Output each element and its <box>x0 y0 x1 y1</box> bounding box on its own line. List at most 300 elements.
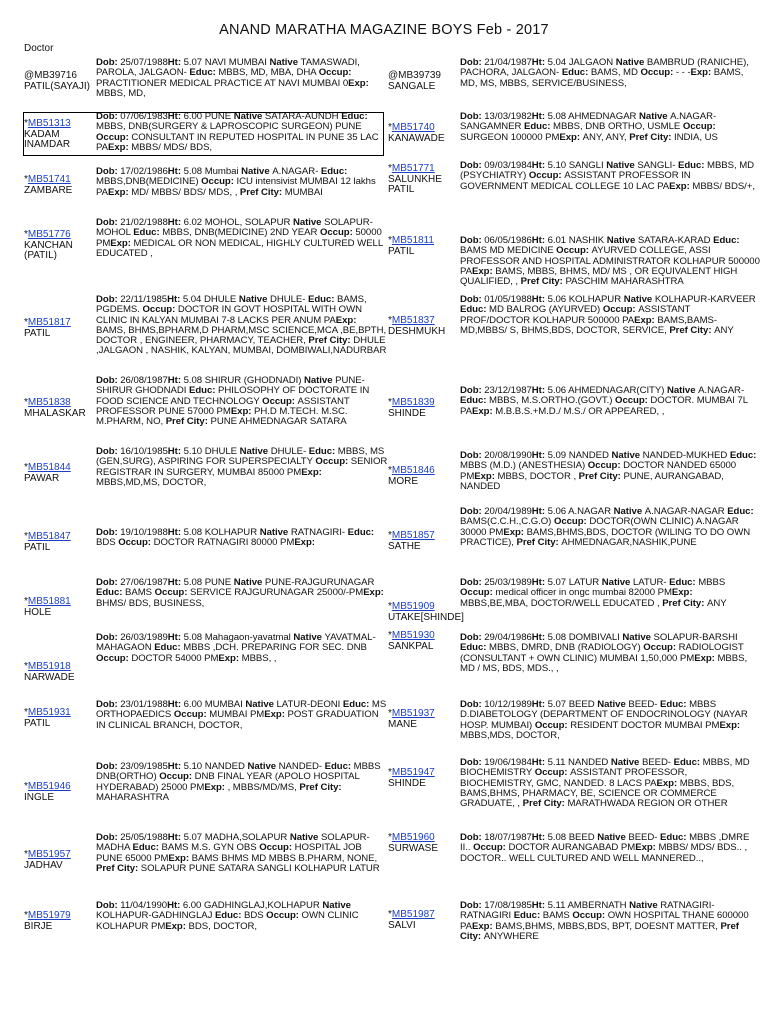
profile-details <box>460 833 760 864</box>
height-value: 5.06 <box>547 385 569 396</box>
expectation-value: MBBS,BE,MBA, DOCTOR/WELL EDUCATED , <box>460 597 660 609</box>
dob-value: 26/08/1987 <box>120 375 168 386</box>
field-label: Pref City: <box>163 416 211 428</box>
education-value: MBBS, MD, MBA, DHA <box>218 67 319 79</box>
profile-id-link[interactable]: MB51811 <box>391 235 434 246</box>
field-label: Exp: <box>474 470 498 482</box>
expectation-value: BAMS,BHMS,BDS, DOCTOR (WILING TO DO OWN PRACTICE), <box>460 526 751 548</box>
native-city: KOLHAPUR <box>204 527 260 538</box>
profile-id-block: *MB51847 PATIL <box>24 531 71 553</box>
occupation-value: ICU intensivist MUMBAI 12 lakhs PA <box>96 176 376 198</box>
field-label: Native <box>597 832 629 843</box>
expectation-value: MBBS, BDS, BAMS,BHMS, PHARMACY, BE, SCIENCE OR COMMERCE GRADUATE, , <box>460 777 735 810</box>
native-city: AMBERNATH <box>567 900 630 911</box>
native-place: BEED- <box>628 832 661 843</box>
field-label: Occup: <box>602 304 639 316</box>
field-label: Occup: <box>682 121 716 133</box>
field-label: Ht: <box>167 166 184 177</box>
profile-id-link[interactable]: MB51740 <box>391 122 435 133</box>
dob-value: 16/10/1985 <box>120 446 168 457</box>
height-value: 5.08 <box>183 527 205 538</box>
field-label: Exp: <box>363 587 384 599</box>
profile-details <box>460 451 760 492</box>
profile-id-link[interactable]: MB51960 <box>391 832 435 843</box>
profile-id-link[interactable]: MB51776 <box>27 229 71 240</box>
native-place: RATNAGIRI- <box>290 527 348 538</box>
pref-city-value: ANY <box>706 597 727 609</box>
field-label: Educ: <box>660 699 690 710</box>
profile-id-link[interactable]: MB51837 <box>391 315 435 326</box>
profile-id-link[interactable]: MB51946 <box>27 781 71 792</box>
dob-value: 21/04/1987 <box>484 57 532 68</box>
profile-id-block: *MB51837 DESHMUKH <box>388 315 446 337</box>
occupation-value: DOCTOR 54000 PM <box>131 652 219 664</box>
pref-city-value: MARATHWADA REGION OR OTHER <box>567 798 728 810</box>
height-value: 5.07 <box>547 699 569 710</box>
native-city: DHULE <box>204 446 240 457</box>
profile-id-block: *MB51771 SALUNKHE PATIL <box>388 163 442 195</box>
field-label: Pref City: <box>305 335 354 347</box>
profile-details <box>460 386 760 417</box>
field-label: Dob: <box>96 761 121 772</box>
field-label: Occup: <box>318 67 352 79</box>
dob-value: 23/01/1988 <box>120 699 168 710</box>
field-label: Native <box>233 577 265 588</box>
field-label: Pref City: <box>659 597 707 609</box>
profile-id-link[interactable]: MB51817 <box>27 317 71 328</box>
profile-id-link[interactable]: MB51957 <box>27 849 71 860</box>
native-place: PUNE-SHIRUR GHODNADI <box>96 375 365 397</box>
field-label: Ht: <box>531 506 548 517</box>
height-value: 5.07 <box>183 832 205 843</box>
field-label: Dob: <box>460 294 485 305</box>
field-label: Exp: <box>110 237 134 249</box>
expectation-value: MBBS/ MDS/ BDS, <box>131 141 213 153</box>
occupation-value: SENIOR REGISTRAR IN SURGERY, MUMBAI 85000 PM <box>96 456 388 478</box>
profile-name: BIRJE <box>24 920 53 932</box>
field-label: Native <box>623 294 655 305</box>
native-place: DHULE- <box>270 446 309 457</box>
field-label: Pref City: <box>666 324 715 336</box>
field-label: Educ: <box>342 699 372 710</box>
occupation-value: DOCTOR AURANGABAD PM <box>508 842 636 854</box>
profile-id-block: *MB51909 UTAKE[SHINDE] <box>388 601 464 623</box>
field-label: Exp: <box>204 781 228 793</box>
profile-name: SANGALE <box>388 80 436 92</box>
field-label: Native <box>606 235 638 246</box>
expectation-value: PH.D M.TECH. M.SC. M.PHARM, NO, <box>96 405 348 428</box>
page-title: ANAND MARATHA MAGAZINE BOYS Feb - 2017 <box>219 22 549 38</box>
profile-details <box>96 700 388 731</box>
native-city: DOMBIVALI <box>568 632 623 643</box>
field-label: Occup: <box>259 842 295 854</box>
education-value: MBBS, M.S.ORTHO.(GOVT.) <box>489 395 616 407</box>
field-label: Educ: <box>324 761 354 772</box>
profile-id-link[interactable]: MB51987 <box>391 909 435 920</box>
field-label: Exp: <box>671 587 693 599</box>
native-place: YAVATMAL-MAHAGAON <box>96 632 376 654</box>
education-value: MBBS, MD BIOCHEMISTRY <box>460 757 750 779</box>
field-label: Exp: <box>559 131 583 143</box>
height-value: 5.07 <box>183 57 205 68</box>
field-label: Exp: <box>335 314 357 326</box>
field-label: Ht: <box>167 632 184 643</box>
field-label: Exp: <box>165 920 189 932</box>
field-label: Native <box>322 900 351 911</box>
height-value: 6.00 <box>183 699 205 710</box>
field-label: Ht: <box>167 446 184 457</box>
field-label: Ht: <box>167 375 184 386</box>
native-place: BAMBRUD (RANICHE), PACHORA, JALGAON- <box>460 57 749 79</box>
profile-name: ZAMBARE <box>24 184 73 196</box>
profile-id-block: *MB51839 SHINDE <box>388 397 435 419</box>
education-value: BAMS <box>542 910 573 922</box>
native-place: DHULE- <box>269 294 309 305</box>
occupation-value: AYURVED COLLEGE, ASSI PROFESSOR AND HOSPITAL ADMINISTRATOR KOLHAPUR 500000 PA <box>460 245 760 277</box>
occupation-value: DOCTOR(OWN CLINIC) A.NAGAR 30000 PM <box>460 516 739 538</box>
education-value: BAMS <box>125 587 155 599</box>
expectation-value: MBBS, MD / MS, BDS, MDS., , <box>460 652 748 674</box>
field-label: Pref City: <box>96 862 141 874</box>
expectation-value: BAMS,BAMS-MD,MBBS/ S, BHMS,BDS, DOCTOR, SERVICE, <box>460 314 718 336</box>
field-label: Occup: <box>556 245 592 257</box>
height-value: 5.06 <box>547 506 569 517</box>
field-label: Dob: <box>96 111 121 122</box>
height-value: 5.08 <box>183 632 205 643</box>
occupation-value: - - - <box>675 67 691 79</box>
field-label: Exp: <box>348 77 369 89</box>
profile-name: PAWAR <box>24 472 60 484</box>
field-label: Dob: <box>460 450 485 461</box>
native-place: A.NAGAR- <box>272 166 321 177</box>
field-label: Pref City: <box>518 276 566 288</box>
profile-id-link[interactable]: MB51839 <box>391 397 435 408</box>
expectation-value: BAMS,BHMS, MBBS,BDS, BPT, DOESNT MATTER, <box>495 920 718 932</box>
profile-details <box>460 58 760 89</box>
occupation-value: CONSULTANT IN REPUTED HOSPITAL IN PUNE 35 LAC PA <box>96 131 379 153</box>
native-city: MADHA,SOLAPUR <box>204 832 290 843</box>
occupation-value: OWN CLINIC KOLHAPUR PM <box>96 910 359 932</box>
profile-name: KADAM INAMDAR <box>24 128 71 150</box>
profile-id-block: *MB51960 SURWASE <box>388 832 439 854</box>
field-label: Dob: <box>96 375 121 386</box>
profile-id-block: *MB51946 INGLE <box>24 781 71 803</box>
field-label: Occup: <box>159 771 195 783</box>
profile-id-block: *MB51931 PATIL <box>24 707 71 729</box>
native-city: NASHIK <box>568 235 607 246</box>
profile-id-link[interactable]: MB51857 <box>391 530 435 541</box>
expectation-value: BDS, DOCTOR, <box>188 920 258 932</box>
field-label: Ht: <box>531 57 548 68</box>
profile-id-link[interactable]: MB51931 <box>27 707 71 718</box>
field-label: Ht: <box>531 160 548 171</box>
field-label: Native <box>259 527 291 538</box>
native-city: BEED <box>568 699 598 710</box>
dob-value: 07/06/1983 <box>120 111 168 122</box>
field-label: Dob: <box>460 832 485 843</box>
field-label: Ht: <box>167 57 184 68</box>
native-place: A.NAGAR-NAGAR <box>644 506 728 517</box>
field-label: Native <box>269 57 301 68</box>
field-label: Ht: <box>531 632 548 643</box>
field-label: Ht: <box>167 111 184 122</box>
dob-value: 27/06/1987 <box>120 577 168 588</box>
pref-city-value: MUMBAI <box>284 186 323 198</box>
field-label: Dob: <box>96 832 121 843</box>
field-label: Dob: <box>460 57 485 68</box>
profile-id-block: *MB51930 SANKPAL <box>388 630 435 652</box>
education-value: BDS <box>243 910 267 922</box>
native-place: SOLAPUR-MOHOL <box>96 217 373 239</box>
profile-id-block: *MB51817 PATIL <box>24 317 71 339</box>
expectation-value: MBBS/ MDS/ BDS.. , DOCTOR.. WELL CULTURED AND WELL MANNERED.., <box>460 842 748 864</box>
field-label: Ht: <box>531 900 548 911</box>
pref-city-value: ANY <box>714 324 734 336</box>
profile-id-link[interactable]: MB51771 <box>391 163 435 174</box>
pref-city-value: PUNE AHMEDNAGAR SATARA <box>210 416 347 428</box>
profile-details <box>96 833 388 874</box>
profile-details <box>96 578 388 609</box>
profile-id-link[interactable]: MB51930 <box>391 630 435 641</box>
profile-details <box>460 507 760 548</box>
field-label: Educ: <box>341 111 368 122</box>
profile-id-link[interactable]: MB51844 <box>27 462 71 473</box>
field-label: Educ: <box>96 587 126 599</box>
native-place: SOLAPUR-MADHA <box>96 832 370 854</box>
field-label: Occup: <box>266 910 302 922</box>
profile-id-block: *MB51937 MANE <box>388 708 435 730</box>
height-value: 6.02 <box>183 217 205 228</box>
native-city: NANDED <box>204 761 248 772</box>
profile-id-block: *MB51741 ZAMBARE <box>24 174 73 196</box>
dob-value: 23/09/1985 <box>120 761 168 772</box>
field-label: Educ: <box>561 67 591 79</box>
field-label: Ht: <box>531 577 548 588</box>
height-value: 5.04 <box>547 57 569 68</box>
dob-value: 01/05/1988 <box>484 294 532 305</box>
field-label: Dob: <box>96 57 121 68</box>
field-label: Exp: <box>301 466 322 478</box>
field-label: Educ: <box>660 832 690 843</box>
field-label: Dob: <box>460 506 485 517</box>
field-label: Educ: <box>460 395 490 407</box>
height-value: 6.00 <box>183 111 205 122</box>
field-label: Pref City: <box>626 131 675 143</box>
profile-details <box>96 762 388 803</box>
dob-value: 11/04/1990 <box>120 900 168 911</box>
education-value: BAMS M.S. GYN OBS <box>161 842 260 854</box>
expectation-value: MBBS,MD,MS, DOCTOR, <box>96 476 207 488</box>
height-value: 5.06 <box>547 294 569 305</box>
native-city: DHULE <box>203 294 239 305</box>
profile-id-block: *MB51947 SHINDE <box>388 767 435 789</box>
expectation-value: BAMS, MBBS, BHMS, MD/ MS , OR EQUIVALENT HIGH QUALIFIED, , <box>460 265 738 288</box>
profile-details <box>460 236 760 287</box>
height-value: 5.08 <box>547 632 569 643</box>
native-place: PUNE-RAJGURUNAGAR <box>264 577 375 588</box>
profile-name: SALUNKHE PATIL <box>388 173 442 195</box>
height-value: 5.07 <box>547 577 569 588</box>
field-label: Dob: <box>96 527 121 538</box>
native-place: A.NAGAR- <box>698 385 745 396</box>
profile-details <box>96 58 388 99</box>
native-city: BEED <box>568 832 598 843</box>
profile-id-block: *MB51846 MORE <box>388 465 435 487</box>
field-label: Occup: <box>587 460 624 472</box>
field-label: Dob: <box>460 160 485 171</box>
field-label: Occup: <box>118 537 154 549</box>
profile-id-block: *MB51918 NARWADE <box>24 661 75 683</box>
profile-id-link[interactable]: MB51979 <box>27 910 71 921</box>
field-label: Exp: <box>694 652 718 664</box>
field-label: Exp: <box>656 777 680 789</box>
native-place: NANDED-MUKHED <box>642 450 730 461</box>
profile-name: PATIL <box>24 327 51 339</box>
field-label: Occup: <box>142 304 178 316</box>
field-label: Pref City: <box>460 920 739 942</box>
education-value: BDS <box>96 537 119 549</box>
occupation-value: HOSPITAL JOB PUNE 65000 PM <box>96 842 362 864</box>
field-label: Occup: <box>319 227 356 239</box>
field-label: Occup: <box>534 767 571 779</box>
field-label: Dob: <box>96 699 121 710</box>
expectation-value: POST GRADUATION IN CLINICAL BRANCH, DOCTOR, <box>96 709 379 731</box>
profile-id-block: *MB51776 KANCHAN (PATIL) <box>24 229 73 261</box>
education-value: BAMS, MD <box>590 67 641 79</box>
expectation-value: MBBS, , <box>241 652 277 664</box>
profile-details <box>96 901 388 932</box>
dob-value: 18/07/1987 <box>484 832 532 843</box>
profile-id-link[interactable]: MB51846 <box>391 465 435 476</box>
occupation-value: ASSISTANT PROFESSOR IN GOVERNMENT MEDICAL COLLEGE 10 LAC PA <box>460 170 691 192</box>
native-city: NANDED <box>568 450 612 461</box>
field-label: Native <box>666 385 699 396</box>
native-city: NAVI MUMBAI <box>204 57 270 68</box>
profile-name: JADHAV <box>24 859 63 871</box>
height-value: 5.08 <box>183 166 205 177</box>
height-value: 5.08 <box>183 375 205 386</box>
field-label: Occup: <box>460 587 496 599</box>
dob-value: 25/05/1988 <box>120 832 168 843</box>
field-label: Exp: <box>168 852 192 864</box>
profile-id-link[interactable]: MB51881 <box>27 596 71 607</box>
field-label: Educ: <box>673 757 703 768</box>
occupation-value: SERVICE RAJGURUNAGAR 25000/-PM <box>190 587 364 599</box>
profile-details <box>460 295 760 336</box>
profile-name: UTAKE[SHINDE] <box>388 611 464 623</box>
field-label: Educ: <box>320 166 348 177</box>
profile-id-link[interactable]: MB51838 <box>27 397 71 408</box>
field-label: Ht: <box>531 235 548 246</box>
profile-id-link[interactable]: MB51918 <box>27 661 71 672</box>
education-value: MBBS DNB(ORTHO) <box>96 761 381 783</box>
field-label: Native <box>615 57 647 68</box>
field-label: Pref City: <box>513 536 562 548</box>
field-label: Native <box>597 699 629 710</box>
profile-id-link[interactable]: MB51909 <box>391 601 435 612</box>
profile-id-block: *MB51811 PATIL <box>388 235 434 257</box>
native-city: KOLHAPUR <box>568 294 624 305</box>
field-label: Educ: <box>513 910 543 922</box>
field-label: Native <box>241 166 273 177</box>
profile-details <box>460 700 760 741</box>
profile-id-link[interactable]: MB51313 <box>27 118 71 129</box>
field-label: Educ: <box>460 304 490 316</box>
field-label: Educ: <box>727 506 754 517</box>
profile-id-block: *MB51987 SALVI <box>388 909 435 931</box>
field-label: Dob: <box>96 166 121 177</box>
profile-name: SANKPAL <box>388 640 434 652</box>
profile-id-link[interactable]: MB51947 <box>391 767 435 778</box>
field-label: Native <box>613 506 645 517</box>
profile-id-block: *MB51844 PAWAR <box>24 462 71 484</box>
field-label: Ht: <box>167 217 184 228</box>
native-place: SATARA-AUNDH <box>264 111 342 122</box>
profile-name: INGLE <box>24 791 55 803</box>
field-label: Ht: <box>531 832 548 843</box>
field-label: Dob: <box>460 757 485 768</box>
field-label: Occup: <box>201 176 237 188</box>
field-label: Dob: <box>460 632 485 643</box>
expectation-value: MBBS/ BDS/+, <box>692 180 755 192</box>
profile-name: SALVI <box>388 919 416 931</box>
height-value: 5.11 <box>547 757 568 768</box>
education-value: MBBS, DNB(MEDICINE) 2ND YEAR <box>162 227 320 239</box>
profile-details <box>96 633 388 664</box>
education-value: BAMS(C.C.H.,C.G.O) <box>460 516 554 528</box>
education-value: MBBS ,DMRE II.. <box>460 832 750 854</box>
field-label: Educ: <box>347 527 375 538</box>
profile-id-link[interactable]: MB51741 <box>27 174 71 185</box>
field-label: Dob: <box>96 217 121 228</box>
field-label: Native <box>292 217 325 228</box>
expectation-value: MBBS,MDS, DOCTOR, <box>460 729 560 741</box>
profile-name: PATIL <box>388 245 415 257</box>
field-label: Native <box>601 577 633 588</box>
profile-details <box>460 161 760 192</box>
field-label: Ht: <box>167 577 184 588</box>
profile-id-link[interactable]: MB51937 <box>391 708 435 719</box>
native-city: GADHINGLAJ,KOLHAPUR <box>203 900 323 911</box>
education-value: MBBS, MD (PSYCHIATRY) <box>460 160 755 182</box>
field-label: Ht: <box>531 699 548 710</box>
profile-id: @MB39739 <box>388 70 441 81</box>
occupation-value: ASSISTANT PROFESSOR PUNE 57000 PM <box>96 395 350 417</box>
field-label: Educ: <box>189 385 219 397</box>
dob-value: 25/07/1988 <box>120 57 168 68</box>
field-label: Educ: <box>524 121 554 133</box>
dob-value: 23/12/1987 <box>484 385 532 396</box>
field-label: Dob: <box>460 900 485 911</box>
dob-value: 17/08/1985 <box>484 900 532 911</box>
pref-city-value: PASCHIM MAHARASHTRA <box>565 276 684 288</box>
field-label: Pref City: <box>576 470 624 482</box>
profile-id-block: *MB51979 BIRJE <box>24 910 71 932</box>
education-value: MBBS ,DCH. PREPARING FOR SEC. DNB <box>183 642 367 654</box>
profile-details <box>96 218 388 259</box>
profile-id-block <box>24 71 96 92</box>
profile-id-link[interactable]: MB51847 <box>27 531 71 542</box>
field-label: Exp: <box>108 141 132 153</box>
field-label: Ht: <box>167 900 183 911</box>
education-value: MBBS, DMRD, DNB (RADIOLOGY) <box>489 642 644 654</box>
field-label: Educ: <box>189 67 219 79</box>
dob-value: 21/02/1988 <box>120 217 168 228</box>
field-label: Exp: <box>635 842 659 854</box>
native-place: BEED- <box>641 757 674 768</box>
field-label: Occup: <box>473 842 509 854</box>
field-label: Exp: <box>503 526 527 538</box>
